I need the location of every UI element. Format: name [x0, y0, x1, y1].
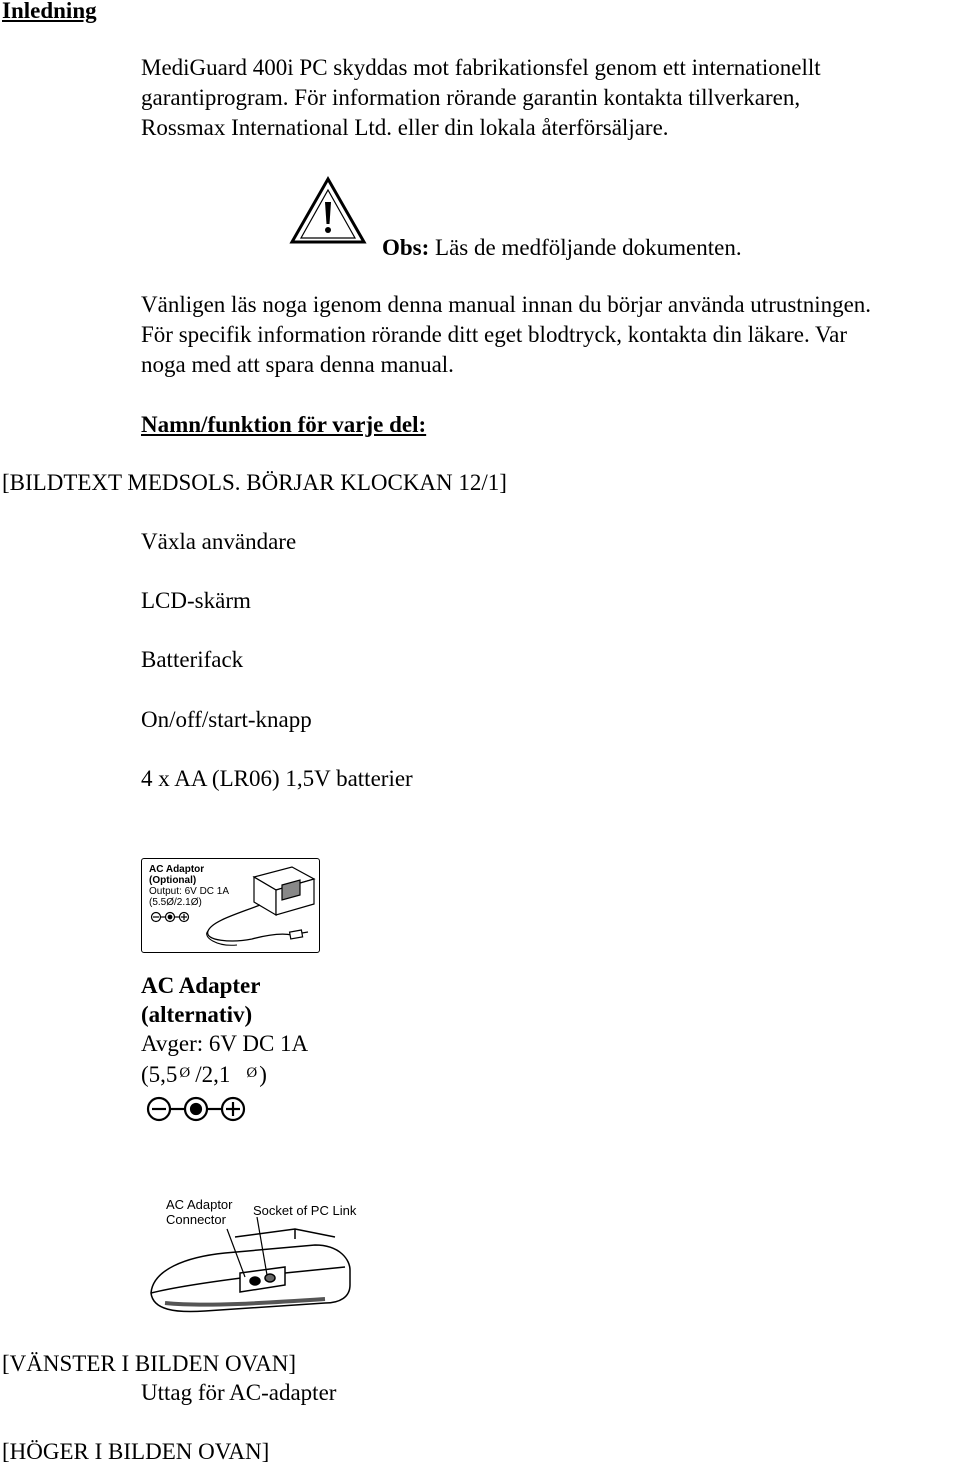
parts-heading: Namn/funktion för varje del:: [141, 412, 427, 437]
adapter-output: Avger: 6V DC 1A: [141, 1031, 309, 1056]
device-label-left: Connector: [166, 1212, 226, 1227]
adapter-image-line: (Optional): [149, 875, 197, 886]
notice-body: Läs de medföljande dokumenten.: [429, 235, 742, 260]
polarity-symbol-small-icon: [152, 913, 189, 922]
adapter-size-suffix: ): [259, 1062, 267, 1087]
notice-text: [382, 233, 742, 263]
intro-line: garantiprogram. För information rörande garantin kontakta tillverkaren,: [141, 85, 801, 110]
right-caption: [HÖGER I BILDEN OVAN]: [2, 1439, 270, 1464]
left-caption-text: Uttag för AC-adapter: [141, 1380, 337, 1405]
adapter-image-line: AC Adaptor: [149, 864, 205, 875]
adapter-title: AC Adapter: [141, 973, 261, 998]
ac-adapter-image: [141, 858, 320, 953]
section-heading: Inledning: [2, 0, 97, 23]
instructions-line: För specifik information rörande ditt eget blodtryck, kontakta din läkare. Var: [141, 322, 847, 347]
adapter-size-mid: /2,1: [195, 1062, 231, 1087]
part-item: 4 x AA (LR06) 1,5V batterier: [141, 766, 413, 791]
device-label-left: AC Adaptor: [166, 1197, 233, 1212]
adapter-image-line: (5.5Ø/2.1Ø): [149, 897, 202, 908]
adapter-image-line: Output: 6V DC 1A: [149, 886, 230, 897]
part-item: Växla användare: [141, 529, 297, 554]
adapter-size-prefix: (5,5: [141, 1062, 178, 1087]
part-item: LCD-skärm: [141, 588, 251, 613]
device-drawing: [145, 1215, 355, 1325]
device-label-right: Socket of PC Link: [253, 1203, 357, 1218]
polarity-symbol-icon: [141, 1094, 251, 1124]
warning-triangle-icon: [288, 176, 368, 246]
adapter-drawing: [142, 859, 321, 954]
intro-line: Rossmax International Ltd. eller din lokala återförsäljare.: [141, 115, 669, 140]
intro-line: MediGuard 400i PC skyddas mot fabrikationsfel genom ett internationellt: [141, 55, 821, 80]
adapter-size: [141, 1058, 267, 1090]
diameter-icon: Ø: [179, 1065, 191, 1081]
caption-note: [BILDTEXT MEDSOLS. BÖRJAR KLOCKAN 12/1]: [2, 470, 507, 495]
instructions-line: Vänligen läs noga igenom denna manual innan du börjar använda utrustningen.: [141, 292, 872, 317]
notice-label: Obs:: [382, 235, 430, 260]
instructions-line: noga med att spara denna manual.: [141, 352, 454, 377]
part-item: Batterifack: [141, 647, 244, 672]
part-item: On/off/start-knapp: [141, 707, 312, 732]
adapter-subtitle: (alternativ): [141, 1002, 253, 1027]
left-caption: [VÄNSTER I BILDEN OVAN]: [2, 1351, 297, 1376]
diameter-icon: Ø: [246, 1065, 258, 1081]
